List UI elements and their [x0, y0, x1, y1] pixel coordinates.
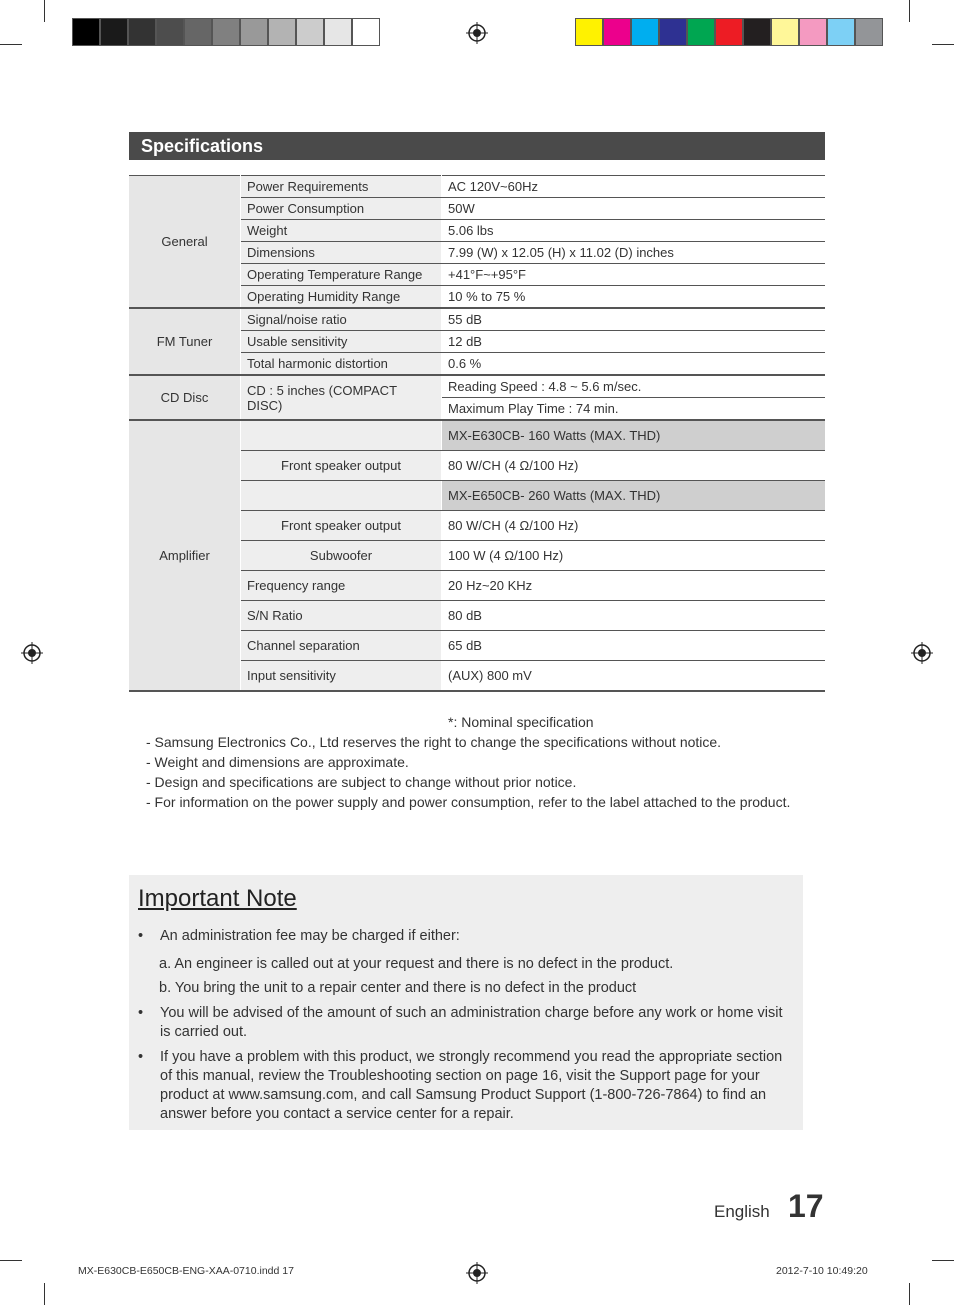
color-swatch	[603, 18, 631, 46]
crop-mark	[44, 0, 45, 22]
spec-name: Power Consumption	[241, 198, 442, 220]
specifications-header: Specifications	[129, 132, 825, 160]
crop-mark	[932, 44, 954, 45]
color-swatch	[324, 18, 352, 46]
spec-name: Frequency range	[241, 571, 442, 601]
color-swatch	[156, 18, 184, 46]
spec-name: Front speaker output	[241, 451, 442, 481]
color-swatch	[184, 18, 212, 46]
note-line: - Weight and dimensions are approximate.	[146, 754, 409, 770]
spec-name: Operating Temperature Range	[241, 264, 442, 286]
color-swatch	[827, 18, 855, 46]
note-bullet	[138, 1048, 789, 1124]
spec-value: 10 % to 75 %	[442, 286, 826, 309]
spec-value: 100 W (4 Ω/100 Hz)	[442, 541, 826, 571]
spec-name: Front speaker output	[241, 511, 442, 541]
color-swatch	[72, 18, 100, 46]
spec-name: Subwoofer	[241, 541, 442, 571]
spec-name: Power Requirements	[241, 176, 442, 198]
sub-item-b: b. You bring the unit to a repair center and there is no defect in the product	[159, 980, 637, 996]
note-line: - Samsung Electronics Co., Ltd reserves the right to change the specifications without notice.	[146, 734, 722, 750]
spec-name: Usable sensitivity	[241, 331, 442, 353]
crop-mark	[909, 1283, 910, 1305]
color-swatch	[352, 18, 380, 46]
spec-value: 55 dB	[442, 308, 826, 331]
spec-value: 12 dB	[442, 331, 826, 353]
specifications-table	[129, 175, 825, 692]
spec-value: +41°F~+95°F	[442, 264, 826, 286]
sub-item-a: a. An engineer is called out at your request and there is no defect in the product.	[159, 956, 674, 972]
bullet-text: If you have a problem with this product, we strongly recommend you read the appropriate section of this manual, review the Troubleshooting section on page 16, visit the Support page for your product at www.samsung.com, and call Samsung Product Support (1-800-726-7864) to find an answer before you contact a service center for a repair.	[160, 1049, 783, 1122]
note-line: - Design and specifications are subject to change without prior notice.	[146, 774, 577, 790]
page-number: 17	[788, 1188, 824, 1224]
spec-value: (AUX) 800 mV	[442, 661, 826, 692]
spec-value: Maximum Play Time : 74 min.	[442, 398, 826, 421]
color-swatch	[771, 18, 799, 46]
crop-mark	[0, 1260, 22, 1261]
bullet-text: An administration fee may be charged if either:	[160, 928, 460, 944]
color-swatch	[240, 18, 268, 46]
color-swatch	[100, 18, 128, 46]
spec-value: 80 W/CH (4 Ω/100 Hz)	[442, 511, 826, 541]
color-swatch	[575, 18, 603, 46]
color-swatch	[715, 18, 743, 46]
color-swatch	[743, 18, 771, 46]
bullet-icon: •	[138, 1005, 144, 1021]
specification-notes	[146, 712, 790, 812]
spec-name: Dimensions	[241, 242, 442, 264]
bullet-text: You will be advised of the amount of such an administration charge before any work or home visit is carried out.	[160, 1005, 783, 1040]
spec-value: 80 dB	[442, 601, 826, 631]
footer-language: English	[714, 1202, 770, 1221]
registration-mark-icon	[466, 1262, 488, 1284]
note-bullet	[138, 927, 789, 946]
registration-mark-icon	[21, 642, 43, 664]
color-swatch	[687, 18, 715, 46]
category-fm-tuner: FM Tuner	[129, 308, 241, 375]
note-bullet	[138, 1004, 789, 1042]
spec-value: 0.6 %	[442, 353, 826, 376]
spec-name: Total harmonic distortion	[241, 353, 442, 376]
registration-mark-icon	[911, 642, 933, 664]
category-amplifier: Amplifier	[129, 420, 241, 691]
spec-value: AC 120V~60Hz	[442, 176, 826, 198]
spec-value: 5.06 lbs	[442, 220, 826, 242]
nominal-note: *: Nominal specification	[448, 714, 594, 730]
crop-mark	[909, 0, 910, 22]
color-swatch	[659, 18, 687, 46]
color-swatch	[128, 18, 156, 46]
spec-name: Signal/noise ratio	[241, 308, 442, 331]
crop-mark	[44, 1283, 45, 1305]
color-swatch	[855, 18, 883, 46]
spec-name: S/N Ratio	[241, 601, 442, 631]
spec-value: 50W	[442, 198, 826, 220]
model-header-mx-e650cb: MX-E650CB- 260 Watts (MAX. THD)	[442, 481, 826, 511]
category-cd-disc: CD Disc	[129, 375, 241, 420]
spec-value: 65 dB	[442, 631, 826, 661]
spec-name-empty	[241, 481, 442, 511]
bullet-icon: •	[138, 928, 144, 944]
spec-value: 20 Hz~20 KHz	[442, 571, 826, 601]
spec-name: Operating Humidity Range	[241, 286, 442, 309]
spec-name: Weight	[241, 220, 442, 242]
color-swatch	[799, 18, 827, 46]
crop-mark	[932, 1260, 954, 1261]
important-note-box	[129, 875, 803, 1130]
color-swatch	[631, 18, 659, 46]
color-swatch	[296, 18, 324, 46]
spec-name-empty	[241, 420, 442, 451]
category-general: General	[129, 176, 241, 309]
spec-value: 7.99 (W) x 12.05 (H) x 11.02 (D) inches	[442, 242, 826, 264]
color-swatch	[212, 18, 240, 46]
spec-name: Input sensitivity	[241, 661, 442, 692]
color-swatch	[268, 18, 296, 46]
model-header-mx-e630cb: MX-E630CB- 160 Watts (MAX. THD)	[442, 420, 826, 451]
timestamp-slug: 2012-7-10 10:49:20	[776, 1265, 868, 1277]
important-note-title: Important Note	[138, 885, 297, 912]
file-slug: MX-E630CB-E650CB-ENG-XAA-0710.indd 17	[78, 1265, 294, 1277]
spec-name: Channel separation	[241, 631, 442, 661]
note-line: - For information on the power supply and power consumption, refer to the label attached to the product.	[146, 794, 791, 810]
registration-mark-icon	[466, 22, 488, 44]
spec-value: 80 W/CH (4 Ω/100 Hz)	[442, 451, 826, 481]
bullet-icon: •	[138, 1049, 144, 1065]
crop-mark	[0, 44, 22, 45]
spec-name: CD : 5 inches (COMPACT DISC)	[241, 375, 442, 420]
spec-value: Reading Speed : 4.8 ~ 5.6 m/sec.	[442, 375, 826, 398]
